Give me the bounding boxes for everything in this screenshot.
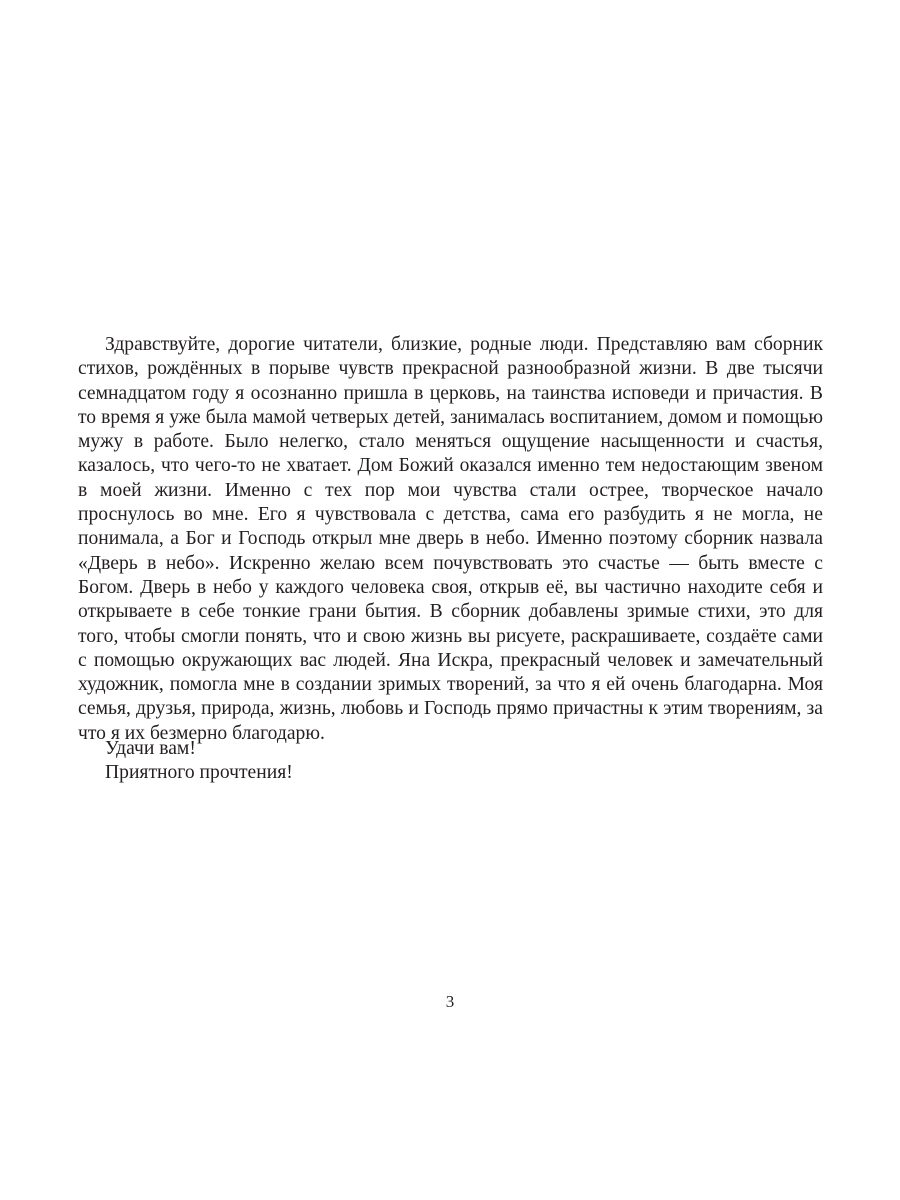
closing-wishes <box>105 737 605 786</box>
foreword-paragraph: Здравствуйте, дорогие читатели, близкие, родные люди. Представляю вам сборник стихов, рождённых в порыве чувств прекрасной разнообразной жизни. В две тысячи семнадцатом году я осознанно пришла в церковь, на таинства исповеди и причастия. В то время я уже была мамой четверых детей, занималась воспитанием, домом и помощью мужу в работе. Было нелегко, стало меняться ощущение насыщенности и счастья, казалось, что чего-то не хватает. Дом Божий оказался именно тем недостающим звеном в моей жизни. Именно с тех пор мои чувства стали острее, творческое начало проснулось во мне. Его я чувствовала с детства, сама его разбудить я не могла, не понимала, а Бог и Господь открыл мне дверь в небо. Именно поэтому сборник назвала «Дверь в небо». Искренно желаю всем почувствовать это счастье — быть вместе с Богом. Дверь в небо у каждого человека своя, открыв её, вы частично находите себя и открываете в себе тонкие грани бытия. В сборник добавлены зримые стихи, это для того, чтобы смогли понять, что и свою жизнь вы рисуете, раскрашиваете, создаёте сами с помощью окружающих вас людей. Яна Искра, прекрасный человек и замечательный художник, помогла мне в создании зримых творений, за что я ей очень благодарна. Моя семья, друзья, природа, жизнь, любовь и Господь прямо причастны к этим творениям, за что я их безмерно благодарю. <box>78 334 823 744</box>
foreword-text <box>78 333 823 746</box>
closing-line-2: Приятного прочтения! <box>105 762 293 784</box>
page-number: 3 <box>445 992 455 1011</box>
closing-line-1: Удачи вам! <box>105 738 196 759</box>
